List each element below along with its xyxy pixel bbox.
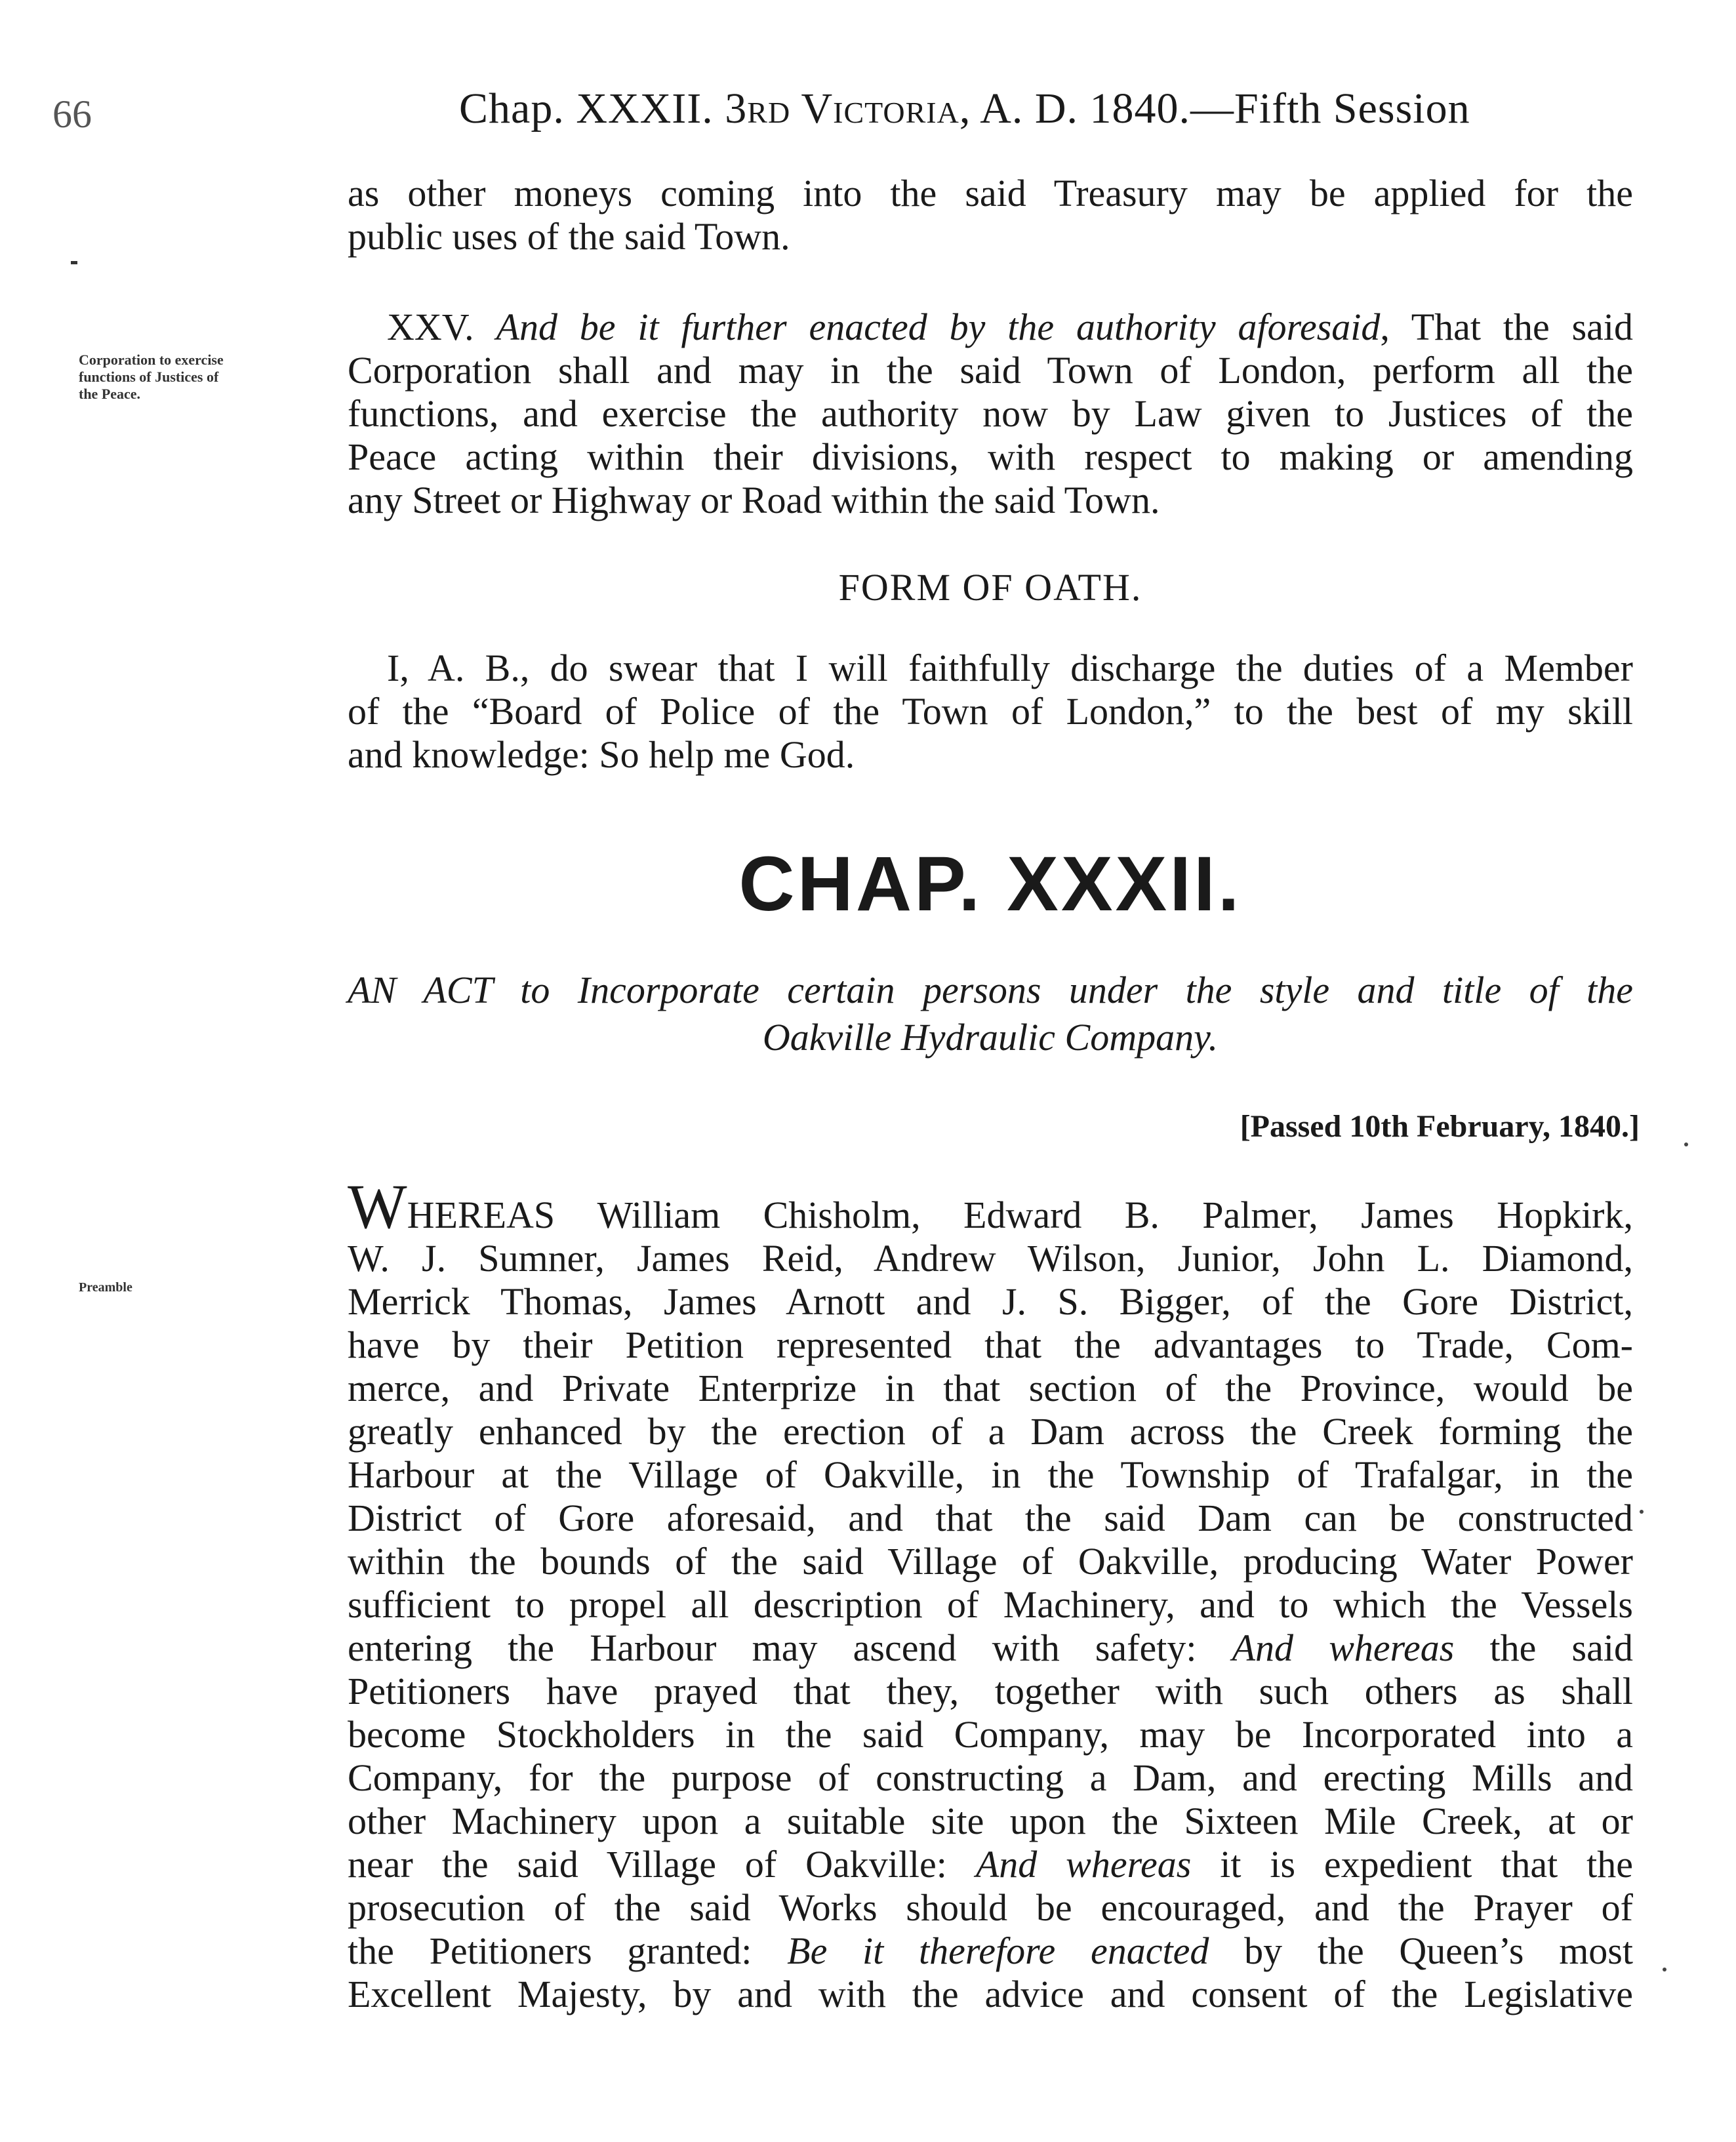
page-number: 66	[52, 92, 92, 136]
text-line: public uses of the said Town.	[348, 215, 790, 258]
oath-heading: FORM OF OATH.	[838, 566, 1142, 609]
margin-note-corporation	[79, 352, 315, 403]
chapter-title: CHAP. XXXII.	[738, 841, 1242, 927]
section-xxiv-tail	[348, 172, 1633, 258]
text-line: functions, and exercise the authority now by Law given to Justices of the	[348, 392, 1633, 435]
margin-note-line: Corporation to exercise	[79, 352, 224, 368]
text-line: other Machinery upon a suitable site upon the Sixteen Mile Creek, at or	[348, 1800, 1633, 1842]
preamble-text	[348, 1171, 1634, 2016]
text-line: and knowledge: So help me God.	[348, 733, 855, 776]
text-line: HEREAS William Chisholm, Edward B. Palmer, James Hopkirk,	[407, 1194, 1633, 1236]
text-line: the Petitioners granted: Be it therefore enacted by the Queen’s most	[348, 1930, 1633, 1972]
text-line: within the bounds of the said Village of Oakville, producing Water Power	[348, 1540, 1633, 1583]
act-title	[348, 967, 1633, 1061]
text-line: W. J. Sumner, James Reid, Andrew Wilson, Junior, John L. Diamond,	[348, 1237, 1633, 1280]
running-head-chap: Chap. XXXII.	[459, 85, 714, 132]
scan-speck	[1684, 1142, 1688, 1146]
margin-note-preamble: Preamble	[79, 1280, 132, 1295]
act-title-line: AN ACT to Incorporate certain persons under the style and title of the	[348, 969, 1633, 1011]
text-line: of the “Board of Police of the Town of London,” to the best of my skill	[348, 690, 1633, 733]
text-line: XXV. And be it further enacted by the authority aforesaid, That the said	[387, 306, 1633, 348]
text-line: Excellent Majesty, by and with the advice and consent of the Legislative	[348, 1973, 1633, 2015]
text-line: Corporation shall and may in the said Town of London, perform all the	[348, 349, 1633, 392]
scan-speck	[1663, 1968, 1666, 1971]
text-line: I, A. B., do swear that I will faithfully discharge the duties of a Member	[387, 647, 1633, 689]
act-title-line: Oakville Hydraulic Company.	[762, 1016, 1219, 1059]
text-line: merce, and Private Enterprize in that section of the Province, would be	[348, 1367, 1633, 1409]
text-line: as other moneys coming into the said Treasury may be applied for the	[348, 172, 1633, 214]
margin-dash-mark	[71, 261, 77, 264]
text-line: prosecution of the said Works should be encouraged, and the Prayer of	[348, 1886, 1633, 1929]
scan-speck	[1640, 1510, 1644, 1514]
text-line: have by their Petition represented that the advantages to Trade, Com-	[348, 1324, 1633, 1366]
running-head-reign: 3rd Victoria	[725, 85, 959, 132]
text-line: Harbour at the Village of Oakville, in the Township of Trafalgar, in the	[348, 1453, 1633, 1496]
passed-date: [Passed 10th February, 1840.]	[1240, 1109, 1640, 1144]
text-line: Company, for the purpose of constructing a Dam, and erecting Mills and	[348, 1756, 1633, 1799]
section-xxv	[348, 306, 1633, 522]
text-line: Peace acting within their divisions, with respect to making or amending	[348, 435, 1633, 478]
text-line: Petitioners have prayed that they, together with such others as shall	[348, 1670, 1633, 1712]
text-line: become Stockholders in the said Company, may be Incorporated into a	[348, 1713, 1633, 1756]
text-line: any Street or Highway or Road within the said Town.	[348, 479, 1160, 521]
text-line: sufficient to propel all description of Machinery, and to which the Vessels	[348, 1583, 1633, 1626]
margin-note-line: the Peace.	[79, 386, 141, 402]
running-head	[459, 84, 1528, 134]
text-line: Merrick Thomas, James Arnott and J. S. Bigger, of the Gore District,	[348, 1280, 1633, 1323]
text-line: District of Gore aforesaid, and that the said Dam can be constructed	[348, 1497, 1633, 1539]
text-line: greatly enhanced by the erection of a Dam across the Creek forming the	[348, 1410, 1633, 1453]
preamble-first-line	[348, 1171, 1633, 1242]
running-head-date: , A. D. 1840.—Fifth Session	[959, 85, 1470, 132]
text-line: entering the Harbour may ascend with safety: And whereas the said	[348, 1627, 1633, 1669]
text-line: near the said Village of Oakville: And whereas it is expedient that the	[348, 1843, 1634, 1886]
section-xxv-first-line	[348, 306, 1633, 349]
oath-text	[348, 647, 1633, 777]
margin-note-line: functions of Justices of	[79, 369, 219, 385]
drop-cap: W	[348, 1171, 407, 1242]
